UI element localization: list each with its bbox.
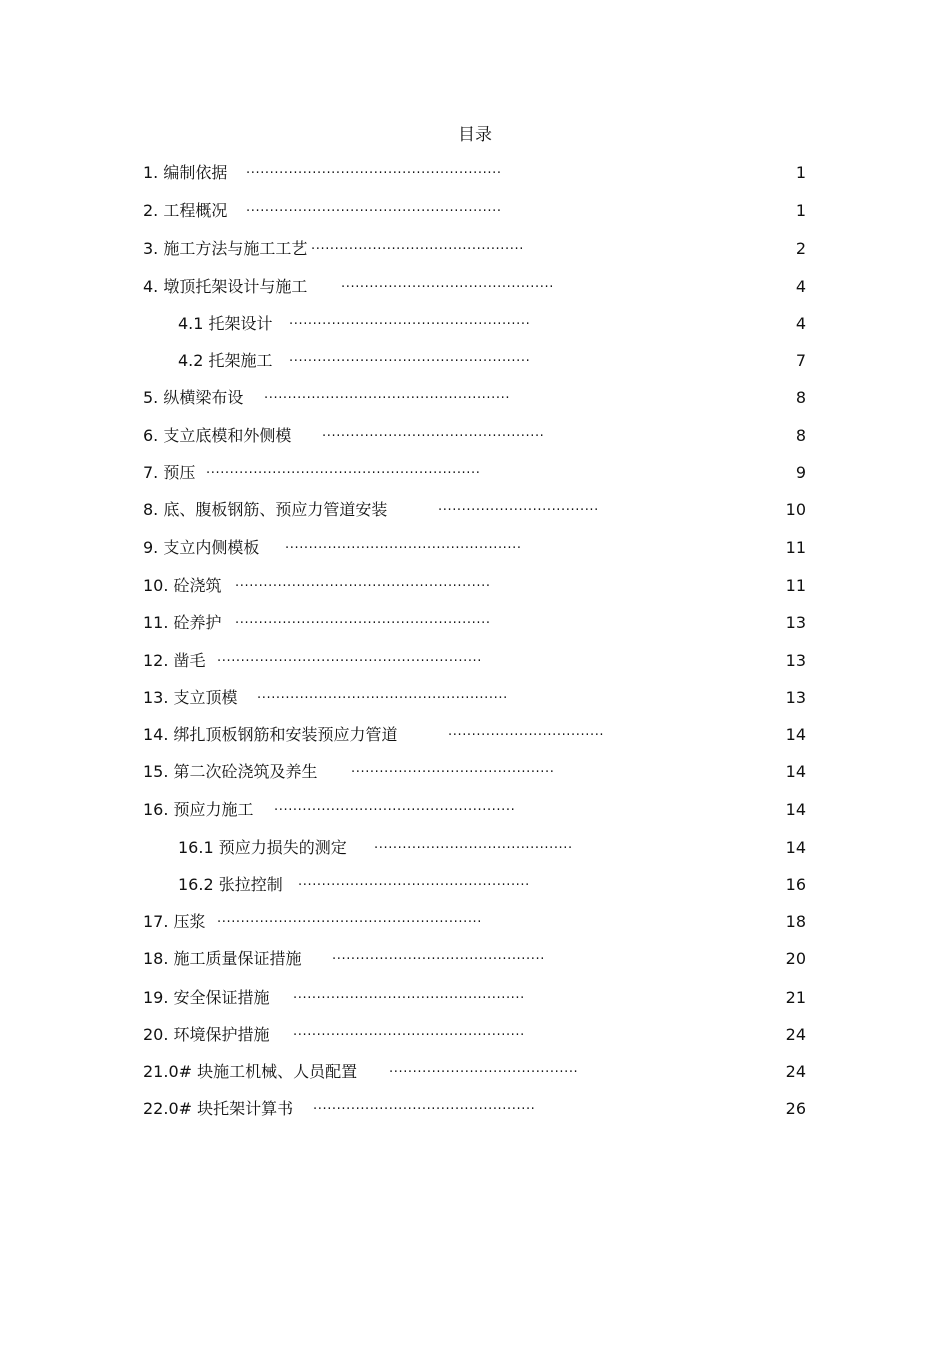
toc-entry-leader: .................................................. — [285, 537, 522, 552]
toc-entry[interactable] — [0, 499, 950, 521]
toc-entry-leader: ...................................................... — [246, 162, 502, 177]
toc-entry-page-number: 4 — [795, 277, 806, 296]
toc-entry-leader: ................................................. — [298, 874, 530, 889]
toc-entry-title: 2. 工程概况 — [143, 201, 228, 220]
toc-entry-leader: ............................................. — [341, 276, 554, 291]
toc-entry[interactable] — [0, 537, 950, 559]
toc-entry[interactable] — [0, 350, 950, 372]
toc-entry-title: 18. 施工质量保证措施 — [143, 949, 302, 968]
toc-entry[interactable] — [0, 948, 950, 970]
toc-entry-leader: ............................................. — [332, 948, 545, 963]
toc-entry-page-number: 1 — [795, 201, 806, 220]
toc-entry-leader: ..................................................... — [257, 687, 508, 702]
toc-entry[interactable] — [0, 238, 950, 260]
toc-entry[interactable] — [0, 200, 950, 222]
toc-entry-page-number: 8 — [795, 388, 806, 407]
toc-entry-title: 14. 绑扎顶板钢筋和安装预应力管道 — [143, 725, 398, 744]
toc-entry-title: 17. 压浆 — [143, 912, 206, 931]
toc-entry-page-number: 8 — [795, 426, 806, 445]
toc-entry-leader: ...................................................... — [235, 575, 491, 590]
toc-entry[interactable] — [0, 724, 950, 746]
toc-entry[interactable] — [0, 1024, 950, 1046]
toc-entry[interactable] — [0, 761, 950, 783]
toc-entry-leader: .......................................................... — [206, 462, 481, 477]
toc-entry-page-number: 21 — [785, 988, 806, 1007]
toc-entry-page-number: 4 — [795, 314, 806, 333]
toc-entry-leader: ........................................................ — [217, 650, 483, 665]
toc-entry[interactable] — [0, 1098, 950, 1120]
toc-entry[interactable] — [0, 462, 950, 484]
toc-entry-title: 3. 施工方法与施工工艺 — [143, 239, 308, 258]
toc-entry-leader: ................................................... — [289, 350, 531, 365]
toc-entry-title: 4.1 托架设计 — [178, 314, 273, 333]
toc-entry-leader: ...................................................... — [235, 612, 491, 627]
toc-entry-title: 21.0# 块施工机械、人员配置 — [143, 1062, 358, 1081]
toc-entry-title: 1. 编制依据 — [143, 163, 228, 182]
toc-entry-page-number: 10 — [785, 500, 806, 519]
toc-entry-page-number: 13 — [785, 688, 806, 707]
toc-entry[interactable] — [0, 799, 950, 821]
page-title: 目录 — [458, 125, 492, 145]
toc-entry[interactable] — [0, 575, 950, 597]
toc-entry[interactable] — [0, 911, 950, 933]
toc-entry-leader: ............................................... — [322, 425, 545, 440]
toc-entry-leader: .......................................... — [374, 837, 573, 852]
toc-entry[interactable] — [0, 874, 950, 896]
toc-entry-page-number: 14 — [785, 838, 806, 857]
toc-entry-title: 12. 凿毛 — [143, 651, 206, 670]
toc-entry-page-number: 11 — [785, 538, 806, 557]
toc-entry-page-number: 18 — [785, 912, 806, 931]
toc-entry-page-number: 9 — [795, 463, 806, 482]
toc-entry-title: 16.2 张拉控制 — [178, 875, 283, 894]
toc-entry-leader: ................................................. — [293, 987, 525, 1002]
toc-entry-title: 5. 纵横梁布设 — [143, 388, 244, 407]
toc-entry-title: 16.1 预应力损失的测定 — [178, 838, 347, 857]
toc-entry-page-number: 1 — [795, 163, 806, 182]
toc-entry-title: 8. 底、腹板钢筋、预应力管道安装 — [143, 500, 388, 519]
toc-entry-title: 20. 环境保护措施 — [143, 1025, 270, 1044]
toc-entry-page-number: 11 — [785, 576, 806, 595]
toc-entry-title: 10. 砼浇筑 — [143, 576, 222, 595]
toc-entry-title: 7. 预压 — [143, 463, 196, 482]
toc-entry-leader: ............................................... — [313, 1098, 536, 1113]
toc-entry-title: 19. 安全保证措施 — [143, 988, 270, 1007]
toc-entry-leader: ................................................. — [293, 1024, 525, 1039]
toc-entry-page-number: 16 — [785, 875, 806, 894]
toc-entry-leader: ........................................................ — [217, 911, 483, 926]
toc-entry-title: 4.2 托架施工 — [178, 351, 273, 370]
toc-entry-leader: ................................................... — [289, 313, 531, 328]
toc-entry-page-number: 26 — [785, 1099, 806, 1118]
toc-entry-title: 15. 第二次砼浇筑及养生 — [143, 762, 318, 781]
toc-entry-leader: ........................................ — [389, 1061, 579, 1076]
toc-entry-title: 13. 支立顶模 — [143, 688, 238, 707]
toc-entry-page-number: 24 — [785, 1062, 806, 1081]
toc-entry[interactable] — [0, 162, 950, 184]
toc-entry-title: 11. 砼养护 — [143, 613, 222, 632]
toc-entry-page-number: 13 — [785, 651, 806, 670]
toc-entry[interactable] — [0, 425, 950, 447]
toc-entry-leader: ................................. — [448, 724, 605, 739]
toc-entry-leader: ...................................................... — [246, 200, 502, 215]
toc-entry[interactable] — [0, 1061, 950, 1083]
toc-entry-title: 9. 支立内侧模板 — [143, 538, 260, 557]
toc-entry-leader: .................................................... — [264, 387, 511, 402]
toc-entry-page-number: 7 — [795, 351, 806, 370]
toc-entry-page-number: 13 — [785, 613, 806, 632]
toc-entry-leader: ........................................... — [351, 761, 555, 776]
toc-entry-page-number: 24 — [785, 1025, 806, 1044]
toc-entry[interactable] — [0, 612, 950, 634]
toc-entry-leader: ................................................... — [274, 799, 516, 814]
toc-entry[interactable] — [0, 837, 950, 859]
toc-entry-page-number: 2 — [795, 239, 806, 258]
toc-entry-title: 4. 墩顶托架设计与施工 — [143, 277, 308, 296]
toc-entry-leader: .................................. — [438, 499, 599, 514]
toc-entry-page-number: 14 — [785, 800, 806, 819]
toc-entry[interactable] — [0, 387, 950, 409]
toc-entry[interactable] — [0, 276, 950, 298]
toc-entry-leader: ............................................. — [311, 238, 524, 253]
toc-entry-title: 6. 支立底模和外侧模 — [143, 426, 292, 445]
toc-entry[interactable] — [0, 650, 950, 672]
toc-entry-page-number: 20 — [785, 949, 806, 968]
toc-entry-page-number: 14 — [785, 762, 806, 781]
toc-entry-title: 22.0# 块托架计算书 — [143, 1099, 294, 1118]
toc-entry[interactable] — [0, 687, 950, 709]
toc-entry-title: 16. 预应力施工 — [143, 800, 254, 819]
toc-entry[interactable] — [0, 313, 950, 335]
toc-entry[interactable] — [0, 987, 950, 1009]
toc-entry-page-number: 14 — [785, 725, 806, 744]
